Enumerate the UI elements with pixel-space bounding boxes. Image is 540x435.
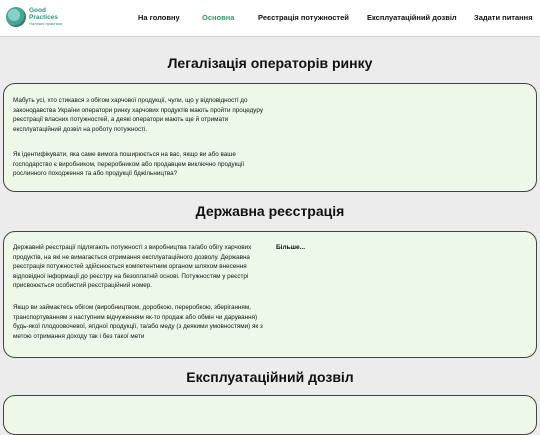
paragraph: Якщо ви займаєтесь обігом (виробництвом, доробкою, переробкою, зберіганням, транспортуванням з наступним відчуженням як-то продаж або обмін чи дарування) будь-якої плодоовочевої, ягідної продукції, та/або меду (з деякими умовностями) як з метою отримання доходу так і без такої мети: [13, 304, 263, 340]
card-state-registration: [3, 231, 537, 358]
nav-registration[interactable]: Реєстрація потужностей: [258, 13, 349, 22]
section-title-operating-permit: Експлуатаційний дозвіл: [186, 369, 354, 385]
card-legalization: [3, 83, 537, 192]
section-title-legalization: Легалізація операторів ринку: [167, 55, 373, 71]
nav-permit[interactable]: Експлуатаційний дозвіл: [367, 13, 457, 22]
paragraph: Як ідентифікувати, яка саме вимога поширюється на вас, якщо ви або ваше господарство є виробником, переробником або продавцем виключно продукції рослинного походження та або продукції бджільництва?: [13, 151, 245, 178]
logo[interactable]: [6, 4, 64, 30]
nav-main[interactable]: Основна: [202, 13, 235, 22]
logo-title: Good Practices: [29, 7, 58, 21]
logo-subtitle: Належні практики: [29, 21, 62, 26]
nav-ask-question[interactable]: Задати питання: [474, 13, 533, 22]
section-title-state-registration: Державна реєстрація: [195, 203, 345, 219]
logo-icon: [6, 7, 26, 27]
card-operating-permit: [3, 395, 537, 435]
nav-home[interactable]: На головну: [138, 13, 180, 22]
paragraph: Державній реєстрації підлягають потужності з виробництва та/або обігу харчових продуктів, на які не вимагається отримання експлуатаційного дозволу. Державна реєстрація потужностей здійснюється компетентним органом шляхом внесення відповідної інформації до реєстру на безоплатній основі. Потужностям у реєстрі присвоюється особистий реєстраційний номер.: [13, 244, 252, 290]
paragraph: Мабуть усі, хто стикався з обігом харчової продукції, чули, що у відповідності до законодавства України оператори ринку харчових продуктів мають пройти процедуру реєстрації власних потужностей, а деякі оператори мають ще й отримати експлуатаційний дозвіл на роботу потужності.: [13, 97, 263, 133]
top-navbar: [0, 0, 540, 37]
more-link[interactable]: Більше...: [276, 244, 306, 251]
